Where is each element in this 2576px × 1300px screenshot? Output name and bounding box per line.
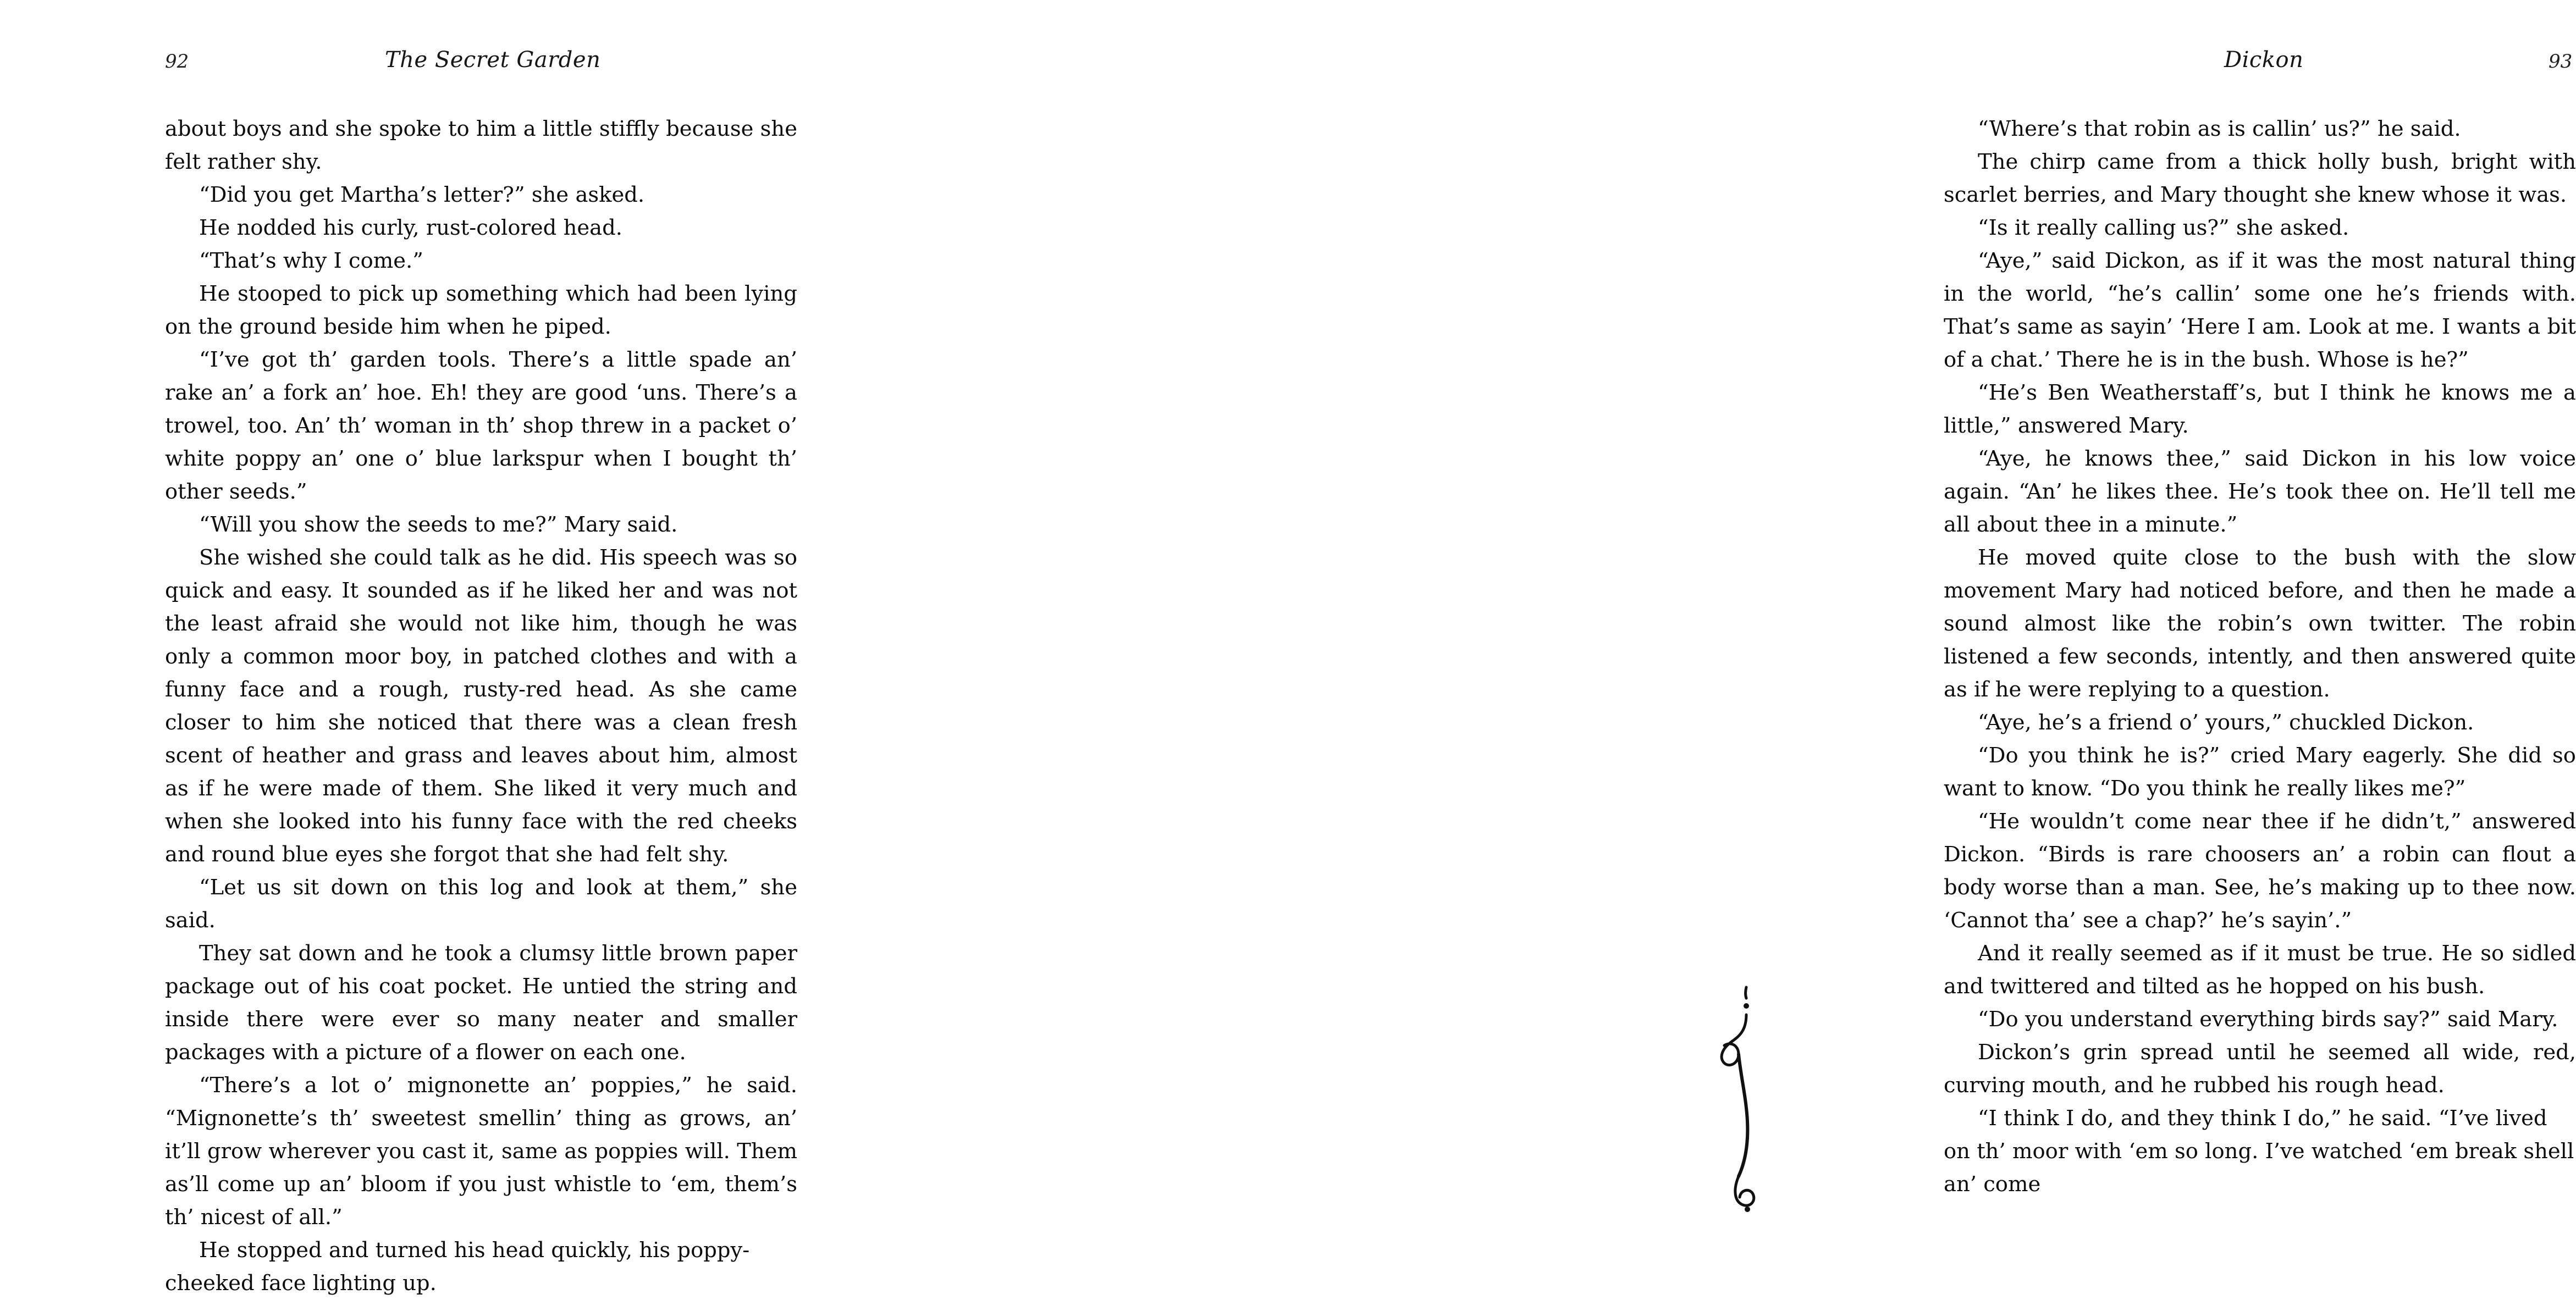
paragraph: “That’s why I come.” <box>199 248 423 273</box>
page-number-right: 93 <box>2549 51 2573 73</box>
paragraph: And it really seemed as if it must be true. He so sidled and twittered and tilted as he hopped on his bush. <box>1944 941 2576 999</box>
left-page-text-column <box>165 113 797 1300</box>
paragraph: “Aye, he knows thee,” said Dickon in his low voice again. “An’ he likes thee. He’s took thee on. He’ll tell me all about thee in a minute.” <box>1944 446 2576 537</box>
paragraph: “Let us sit down on this log and look at them,” she said. <box>165 875 797 933</box>
paragraph: He nodded his curly, rust-colored head. <box>199 215 622 240</box>
paragraph: “Where’s that robin as is callin’ us?” he said. <box>1978 117 2461 141</box>
paragraph: Dickon’s grin spread until he seemed all wide, red, curving mouth, and he rubbed his rough head. <box>1944 1040 2576 1098</box>
paragraph: He moved quite close to the bush with the slow movement Mary had noticed before, and then he made a sound almost like the robin’s own twitter. The robin listened a few seconds, intently, and then answered quite as if he were replying to a question. <box>1944 545 2576 702</box>
paragraph: “Will you show the seeds to me?” Mary said. <box>199 512 678 537</box>
paragraph: “Aye,” said Dickon, as if it was the most natural thing in the world, “he’s callin’ some one he’s friends with. That’s same as sayin’ ‘Here I am. Look at me. I wants a bit of a chat.’ There he is in the bush. Whose is he?” <box>1944 248 2576 372</box>
paragraph: “There’s a lot o’ mignonette an’ poppies,” he said. “Mignonette’s th’ sweetest smellin’ thing as grows, an’ it’ll grow wherever you cast it, same as poppies will. Them as’ll come up an’ bloom if you just whistle to ‘em, them’s th’ nicest of all.” <box>165 1073 797 1230</box>
paragraph: They sat down and he took a clumsy little brown paper package out of his coat pocket. He untied the string and inside there were ever so many neater and smaller packages with a picture of a flower on each one. <box>165 941 797 1065</box>
paragraph: “Did you get Martha’s letter?” she asked. <box>199 182 645 207</box>
paragraph: “Aye, he’s a friend o’ yours,” chuckled Dickon. <box>1978 710 2474 735</box>
flourish-ornament <box>1714 984 1780 1220</box>
running-head-left: The Secret Garden <box>385 47 601 73</box>
paragraph: “He wouldn’t come near thee if he didn’t,” answered Dickon. “Birds is rare choosers an’ a robin can flout a body worse than a man. See, he’s making up to thee now. ‘Cannot tha’ see a chap?’ he’s sayin’.” <box>1944 809 2576 933</box>
right-page-text-column <box>1944 113 2576 1201</box>
left-page <box>0 0 907 1296</box>
page-number-left: 92 <box>165 51 189 73</box>
paragraph: “I’ve got th’ garden tools. There’s a little spade an’ rake an’ a fork an’ hoe. Eh! they are good ‘uns. There’s a trowel, too. An’ th’ woman in th’ shop threw in a packet o’ white poppy an’ one o’ blue larkspur when I bought th’ other seeds.” <box>165 347 797 504</box>
paragraph: “I think I do, and they think I do,” he said. “I’ve lived on th’ moor with ‘em so long. I’ve watched ‘em break shell an’ come <box>1944 1106 2574 1197</box>
right-page <box>907 0 2576 1237</box>
running-head-right: Dickon <box>2224 47 2304 73</box>
paragraph: She wished she could talk as he did. His speech was so quick and easy. It sounded as if he liked her and was not the least afraid she would not like him, though he was only a common moor boy, in patched clothes and with a funny face and a rough, rusty-red head. As she came closer to him she noticed that there was a clean fresh scent of heather and grass and leaves about him, almost as if he were made of them. She liked it very much and when she looked into his funny face with the red cheeks and round blue eyes she forgot that she had felt shy. <box>165 545 797 867</box>
paragraph: He stooped to pick up something which had been lying on the ground beside him when he piped. <box>165 281 797 339</box>
paragraph: The chirp came from a thick holly bush, bright with scarlet berries, and Mary thought she knew whose it was. <box>1944 150 2576 207</box>
paragraph: “He’s Ben Weatherstaff’s, but I think he knows me a little,” answered Mary. <box>1944 380 2576 438</box>
paragraph: “Do you understand everything birds say?” said Mary. <box>1978 1007 2558 1032</box>
paragraph: He stopped and turned his head quickly, his poppy-cheeked face lighting up. <box>165 1238 750 1296</box>
paragraph: about boys and she spoke to him a little stiffly because she felt rather shy. <box>165 117 797 174</box>
paragraph: “Do you think he is?” cried Mary eagerly. She did so want to know. “Do you think he really likes me?” <box>1944 743 2576 801</box>
paragraph: “Is it really calling us?” she asked. <box>1978 215 2349 240</box>
